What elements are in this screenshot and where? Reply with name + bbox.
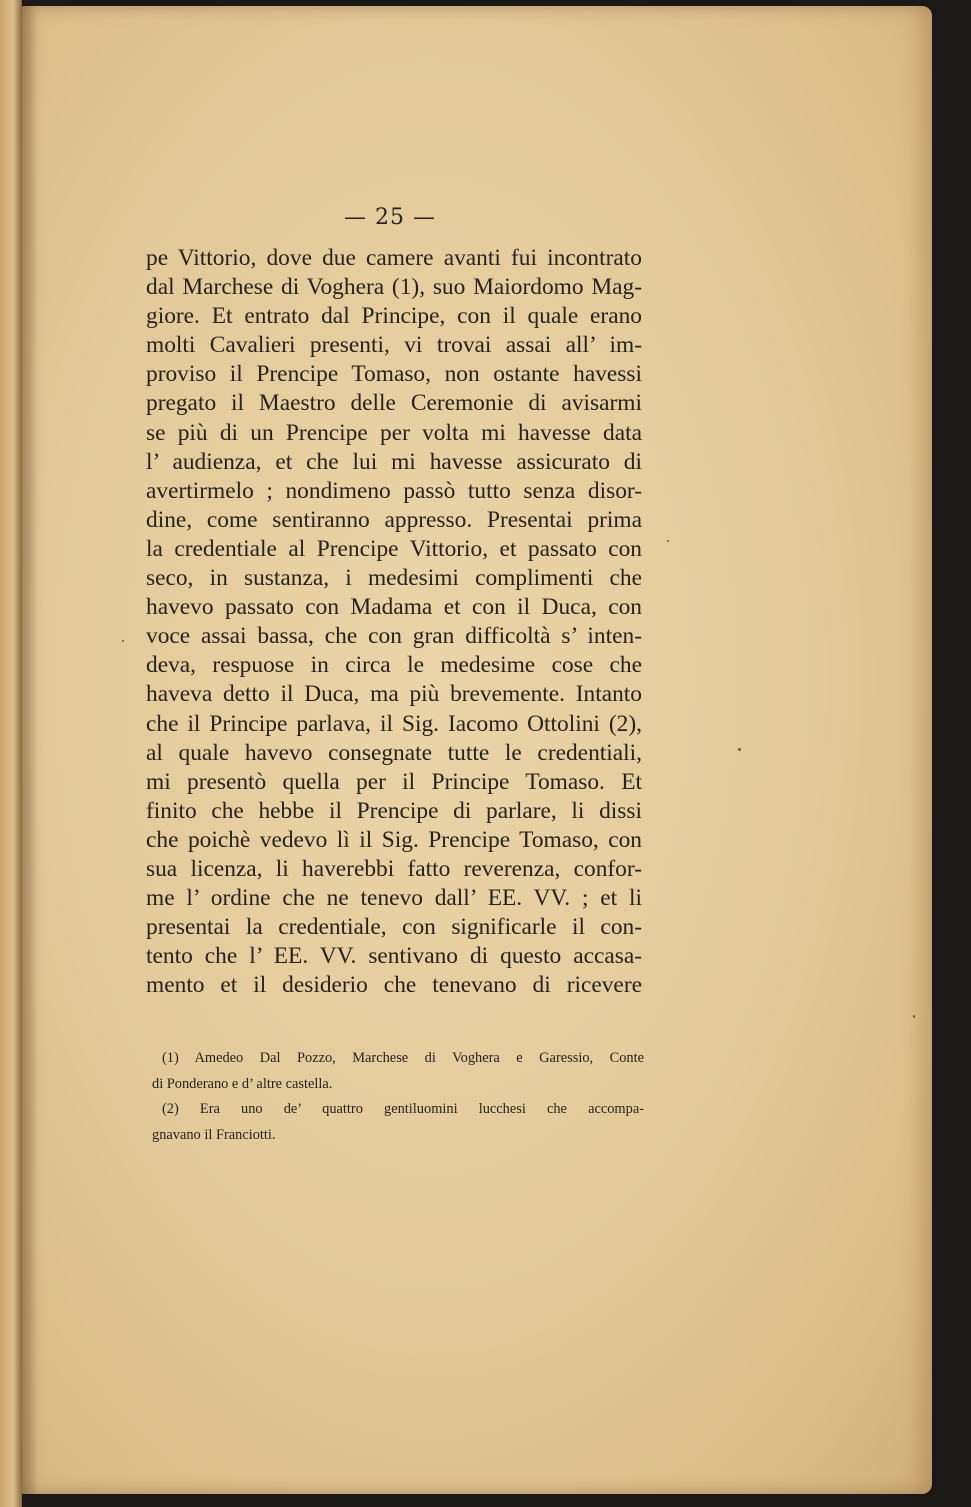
page-number: — 25 —: [344, 205, 436, 230]
paper-speck: [738, 748, 741, 751]
footnote-1-line: (1) Amedeo Dal Pozzo, Marchese di Voghera e Garessio, Conte: [162, 1050, 644, 1066]
paper-speck: [667, 540, 669, 542]
text-line: al quale havevo consegnate tutte le credentiali,: [146, 739, 642, 766]
footnote-1-line: di Ponderano e d’ altre castella.: [152, 1075, 333, 1092]
text-line: deva, respuose in circa le medesime cose che: [146, 652, 642, 679]
text-line: presentai la credentiale, con significarle il con-: [146, 914, 642, 941]
text-line: mi presentò quella per il Principe Tomaso. Et: [146, 768, 642, 795]
text-line: haveva detto il Duca, ma più brevemente. Intanto: [146, 681, 642, 708]
text-line: molti Cavalieri presenti, vi trovai assai all’ im-: [146, 332, 642, 359]
text-line: che il Principe parlava, il Sig. Iacomo Ottolini (2),: [146, 710, 642, 737]
footnote-2-line: gnavano il Franciotti.: [152, 1126, 276, 1143]
text-line: dal Marchese di Voghera (1), suo Maiordomo Mag-: [146, 274, 642, 301]
text-line: seco, in sustanza, i medesimi complimenti che: [146, 565, 642, 592]
text-line: giore. Et entrato dal Principe, con il quale erano: [146, 303, 642, 330]
text-line: dine, come sentiranno appresso. Presentai prima: [146, 506, 642, 533]
gutter-shadow: [22, 6, 38, 1494]
footnotes: [152, 1046, 644, 1148]
body-text: [146, 244, 642, 1000]
text-line: avertirmelo ; nondimeno passò tutto senza disor-: [146, 477, 642, 504]
text-line: l’ audienza, et che lui mi havesse assicurato di: [146, 448, 642, 475]
footnote-2-line: (2) Era uno de’ quattro gentiluomini lucchesi che accompa-: [162, 1101, 644, 1117]
paper-speck: [122, 640, 124, 642]
text-line: se più di un Prencipe per volta mi havesse data: [146, 419, 642, 446]
text-line: la credentiale al Prencipe Vittorio, et passato con: [146, 535, 642, 562]
text-line: me l’ ordine che ne tenevo dall’ EE. VV. ; et li: [146, 885, 642, 912]
text-line: pregato il Maestro delle Ceremonie di avisarmi: [146, 390, 642, 417]
left-page-edge: [0, 0, 22, 1507]
text-line: proviso il Prencipe Tomaso, non ostante havessi: [146, 361, 642, 388]
text-line: tento che l’ EE. VV. sentivano di questo accasa-: [146, 943, 642, 970]
text-line: sua licenza, li haverebbi fatto reverenza, confor-: [146, 855, 642, 882]
text-line: mento et il desiderio che tenevano di ricevere: [146, 972, 642, 999]
paper-speck: [913, 1015, 915, 1018]
text-line: voce assai bassa, che con gran difficoltà s’ inten-: [146, 623, 642, 650]
text-line: che poichè vedevo lì il Sig. Prencipe Tomaso, con: [146, 826, 642, 853]
text-line: havevo passato con Madama et con il Duca, con: [146, 594, 642, 621]
text-line: pe Vittorio, dove due camere avanti fui incontrato: [146, 245, 642, 271]
text-line: finito che hebbe il Prencipe di parlare, li dissi: [146, 797, 642, 824]
